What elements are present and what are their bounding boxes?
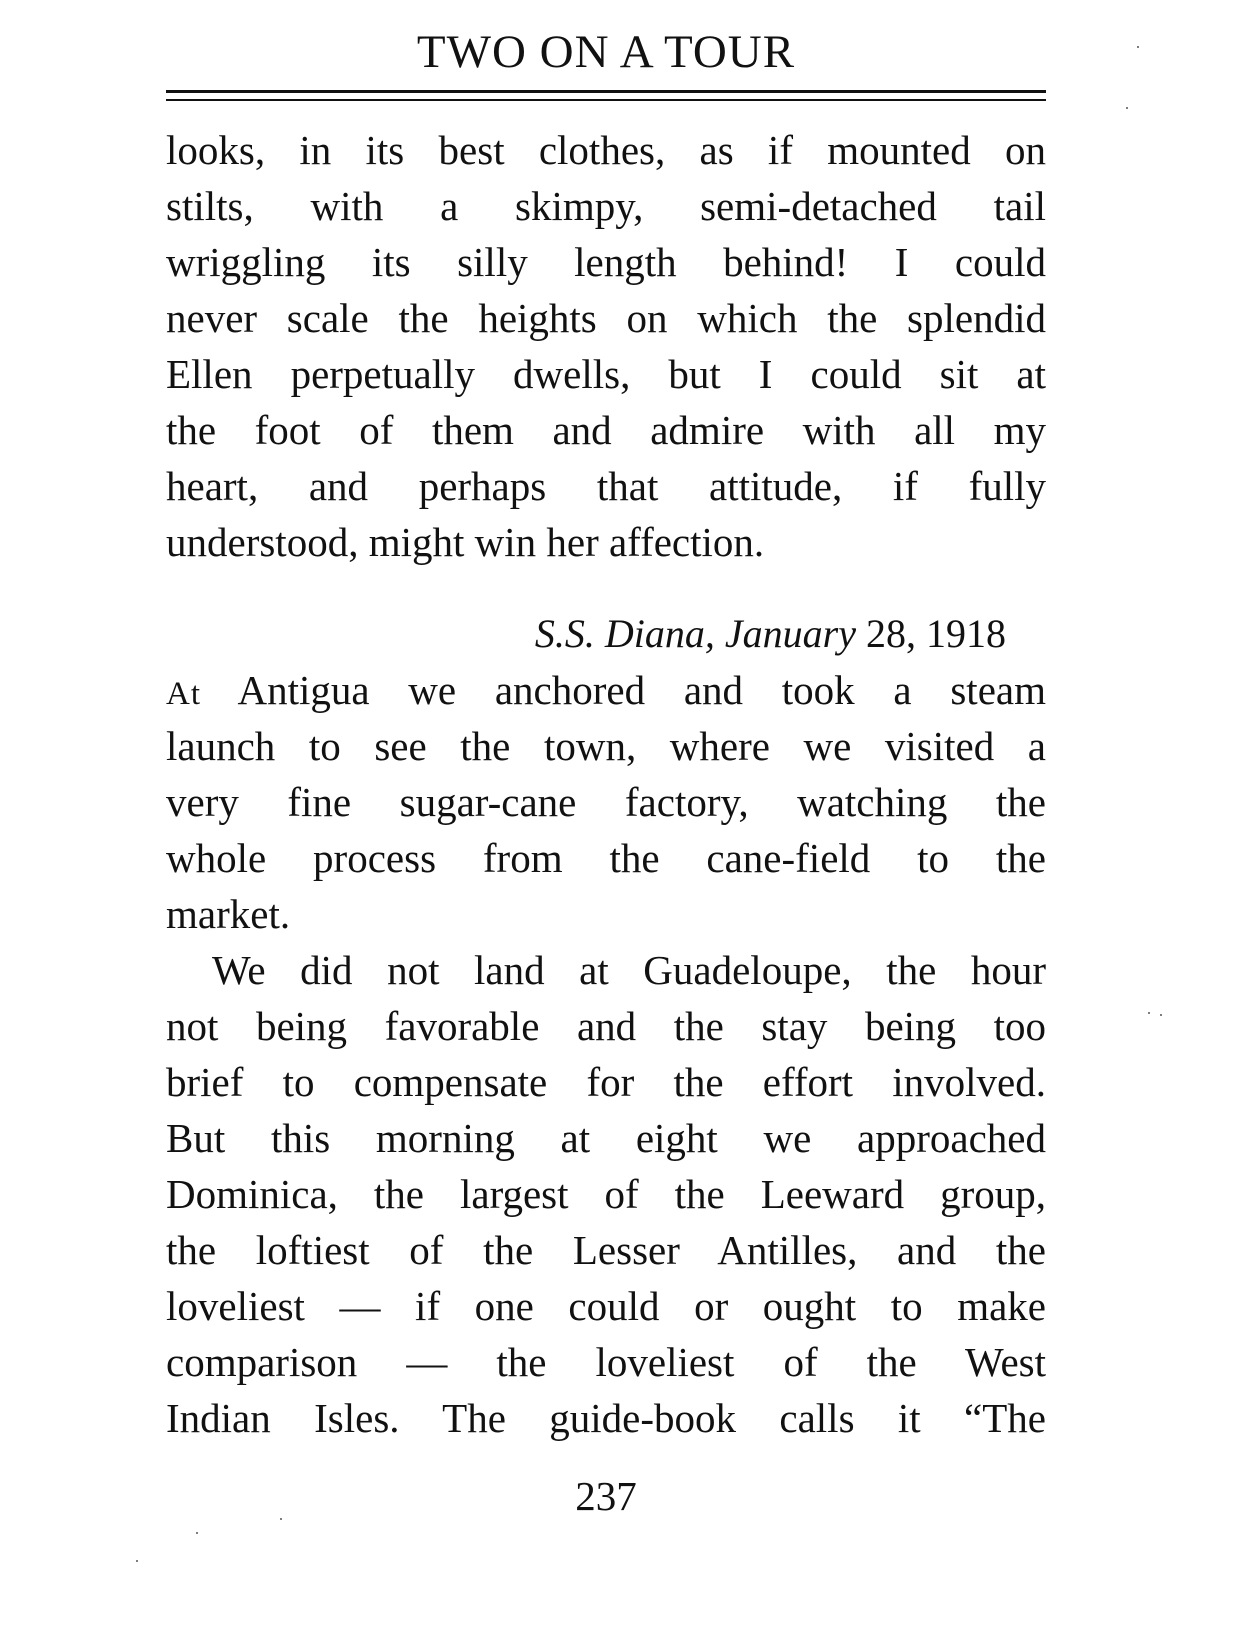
header-rule-thick xyxy=(166,90,1046,93)
text-line: the foot of them and admire with all my xyxy=(166,407,1046,453)
text-line: market. xyxy=(166,891,291,937)
text-line: Dominica, the largest of the Leeward group, xyxy=(166,1171,1046,1217)
text-line: wriggling its silly length behind! I could xyxy=(166,239,1046,285)
paragraph-3 xyxy=(166,942,1046,1446)
paragraph-1 xyxy=(166,122,1046,570)
paragraph-2 xyxy=(166,662,1046,942)
text-line: looks, in its best clothes, as if mounted on xyxy=(166,127,1046,173)
text-line: understood, might win her affection. xyxy=(166,519,765,565)
text-line: Indian Isles. The guide-book calls it “The xyxy=(166,1395,1046,1441)
dateline-ship: S.S. Diana, xyxy=(534,611,715,656)
speck xyxy=(280,1518,282,1520)
text-line-rest: Antigua we anchored and took a steam xyxy=(201,667,1046,713)
page-number: 237 xyxy=(575,1473,637,1519)
running-head: TWO ON A TOUR xyxy=(416,26,796,78)
text-line: But this morning at eight we approached xyxy=(166,1115,1046,1161)
text-line: whole process from the cane-field to the xyxy=(166,835,1046,881)
small-caps-opening: At xyxy=(166,676,201,712)
speck xyxy=(1137,46,1139,48)
text-line xyxy=(166,662,1046,718)
text-line: very fine sugar-cane factory, watching the xyxy=(166,779,1046,825)
speck xyxy=(1148,1012,1150,1014)
text-line: not being favorable and the stay being too xyxy=(166,1003,1046,1049)
speck xyxy=(1126,107,1128,109)
speck xyxy=(1160,1014,1162,1016)
header-rule-thin xyxy=(166,99,1046,101)
speck xyxy=(136,1560,138,1562)
speck xyxy=(196,1532,198,1534)
text-line: Ellen perpetually dwells, but I could sit at xyxy=(166,351,1046,397)
text-line: the loftiest of the Lesser Antilles, and the xyxy=(166,1227,1046,1273)
body-text xyxy=(166,122,1046,1446)
dateline xyxy=(166,606,1046,662)
text-line: We did not land at Guadeloupe, the hour xyxy=(212,947,1046,993)
dateline-month: January xyxy=(724,611,856,656)
text-line: comparison — the loveliest of the West xyxy=(166,1339,1046,1385)
text-line: heart, and perhaps that attitude, if fully xyxy=(166,463,1046,509)
text-line: never scale the heights on which the splendid xyxy=(166,295,1046,341)
text-line: brief to compensate for the effort involved. xyxy=(166,1059,1046,1105)
text-line: loveliest — if one could or ought to make xyxy=(166,1283,1046,1329)
text-line: stilts, with a skimpy, semi-detached tail xyxy=(166,183,1046,229)
text-line: launch to see the town, where we visited a xyxy=(166,723,1046,769)
dateline-date: 28, 1918 xyxy=(866,611,1006,656)
